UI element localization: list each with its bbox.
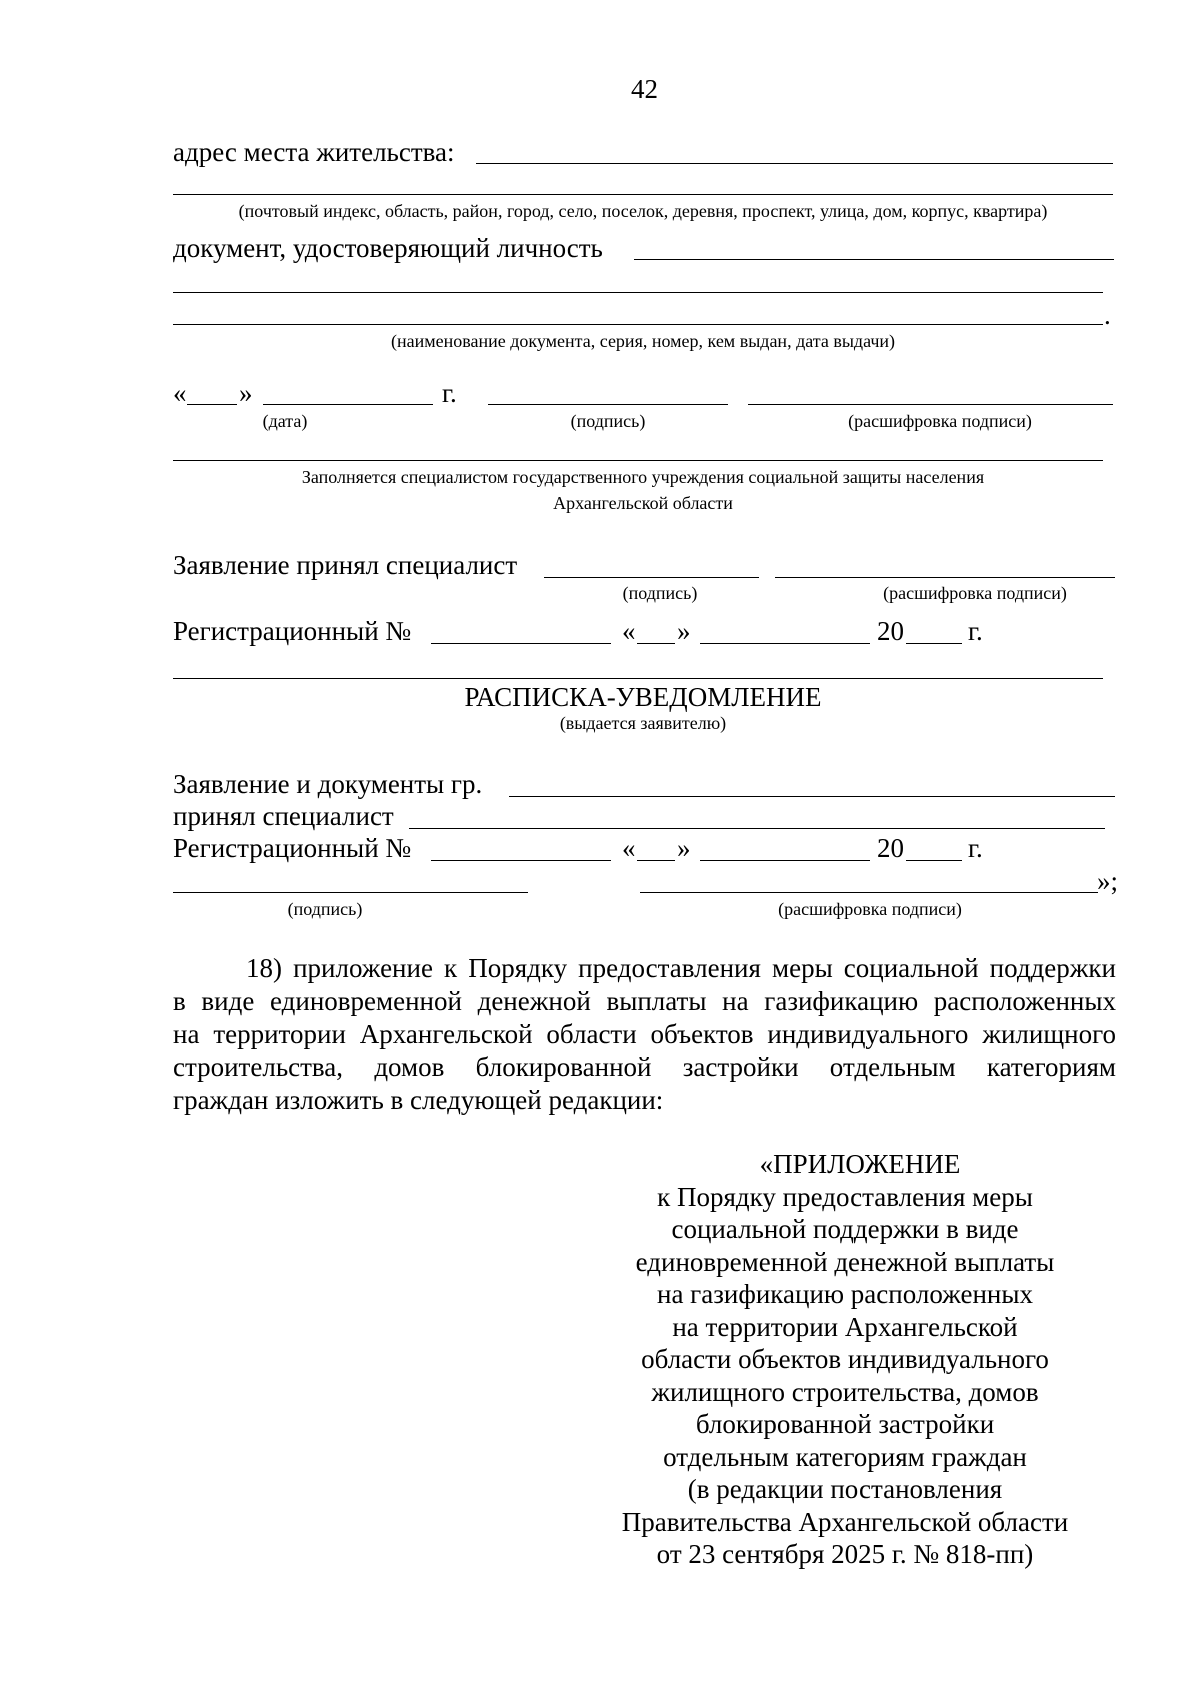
receipt-reg-year-suffix: г. [968, 833, 983, 863]
caption-signature: (подпись) [570, 411, 646, 431]
receipt-caption-decoding: (расшифровка подписи) [778, 899, 962, 919]
receipt-reg-month-line [700, 860, 870, 861]
appendix-line-3: социальной поддержки в виде [671, 1214, 1019, 1244]
receipt-end-mark: »; [1097, 866, 1119, 896]
caption-decoding: (расшифровка подписи) [848, 411, 1032, 431]
section-divider-2 [173, 678, 1103, 679]
caption-date: (дата) [262, 411, 308, 431]
specialist-caption-signature: (подпись) [622, 583, 698, 603]
address-line-2 [173, 194, 1113, 195]
appendix-line-9: блокированной застройки [695, 1409, 995, 1439]
paragraph-18-line-4: строительства, домов блокированной застройки отдельным категориям [173, 1052, 1116, 1082]
decoding-line [748, 404, 1113, 405]
paragraph-18-line-3: на территории Архангельской области объектов индивидуального жилищного [173, 1019, 1116, 1049]
appendix-line-2: к Порядку предоставления меры [657, 1181, 1033, 1212]
identity-label: документ, удостоверяющий личность [173, 233, 603, 263]
appendix-line-13: от 23 сентября 2025 г. № 818-пп) [656, 1539, 1034, 1569]
receipt-reg-day-line [637, 860, 675, 861]
date-month-line [263, 404, 433, 405]
receipt-title: РАСПИСКА-УВЕДОМЛЕНИЕ [464, 682, 822, 712]
receipt-reg-year-prefix: 20 [877, 833, 904, 863]
date-year-suffix: г. [442, 378, 457, 408]
appendix-block [610, 1148, 1080, 1571]
specialist-decoding-line [775, 577, 1115, 578]
receipt-reg-quote-open: « [622, 833, 636, 863]
appendix-line-1: «ПРИЛОЖЕНИЕ [759, 1149, 961, 1179]
date-day-line [187, 404, 237, 405]
appendix-line-10: отдельным категориям граждан [663, 1441, 1027, 1472]
receipt-reg-number-line [431, 860, 611, 861]
identity-line-3 [173, 324, 1103, 325]
specialist-note-line2: Архангельской области [553, 493, 733, 513]
receipt-accepted-line [409, 828, 1105, 829]
receipt-decoding-line [640, 892, 1098, 893]
receipt-caption-signature: (подпись) [287, 899, 363, 919]
specialist-reg-quote-open: « [622, 616, 636, 646]
address-label: адрес места жительства: [173, 137, 455, 167]
receipt-subtitle: (выдается заявителю) [559, 713, 727, 733]
section-divider-1 [173, 460, 1103, 461]
specialist-signature-line [544, 577, 759, 578]
specialist-reg-year-prefix: 20 [877, 616, 904, 646]
appendix-line-6: на территории Архангельской [672, 1311, 1018, 1342]
date-quote-close: » [239, 378, 253, 408]
receipt-reg-label: Регистрационный № [173, 833, 412, 863]
identity-period: . [1104, 300, 1111, 330]
specialist-reg-year-suffix: г. [968, 616, 983, 646]
paragraph-18 [173, 952, 1116, 1117]
specialist-reg-year-line [906, 643, 962, 644]
appendix-line-11: (в редакции постановления [687, 1474, 1003, 1504]
signature-line [488, 404, 728, 405]
address-line-1 [476, 163, 1113, 164]
specialist-reg-day-line [637, 643, 675, 644]
receipt-reg-year-line [906, 860, 962, 861]
address-caption: (почтовый индекс, область, район, город, село, поселок, деревня, проспект, улица, дом, корпус, квартира) [238, 201, 1048, 221]
receipt-reg-quote-close: » [677, 833, 691, 863]
specialist-accepted-label: Заявление принял специалист [173, 550, 518, 580]
specialist-reg-quote-close: » [677, 616, 691, 646]
paragraph-18-line-5: граждан изложить в следующей редакции: [173, 1085, 664, 1115]
date-quote-open: « [173, 378, 187, 408]
appendix-line-8: жилищного строительства, домов [651, 1376, 1039, 1407]
identity-line-1 [634, 259, 1114, 260]
appendix-line-4: единовременной денежной выплаты [635, 1246, 1055, 1277]
specialist-reg-month-line [700, 643, 870, 644]
appendix-line-5: на газификацию расположенных [657, 1279, 1033, 1309]
appendix-line-12: Правительства Архангельской области [621, 1506, 1069, 1537]
receipt-signature-line [173, 892, 528, 893]
receipt-docs-line [509, 796, 1115, 797]
receipt-docs-label: Заявление и документы гр. [173, 769, 483, 799]
specialist-reg-label: Регистрационный № [173, 616, 412, 646]
identity-caption: (наименование документа, серия, номер, кем выдан, дата выдачи) [390, 331, 896, 351]
page-number: 42 [631, 74, 658, 104]
paragraph-18-line-1: 18) приложение к Порядку предоставления меры социальной поддержки [246, 953, 1116, 983]
specialist-caption-decoding: (расшифровка подписи) [883, 583, 1067, 603]
specialist-reg-number-line [431, 643, 611, 644]
appendix-line-7: области объектов индивидуального [641, 1344, 1049, 1374]
receipt-accepted-label: принял специалист [173, 801, 394, 831]
specialist-note-line1: Заполняется специалистом государственного учреждения социальной защиты населения [301, 467, 985, 487]
paragraph-18-line-2: в виде единовременной денежной выплаты на газификацию расположенных [173, 986, 1116, 1016]
identity-line-2 [173, 292, 1103, 293]
